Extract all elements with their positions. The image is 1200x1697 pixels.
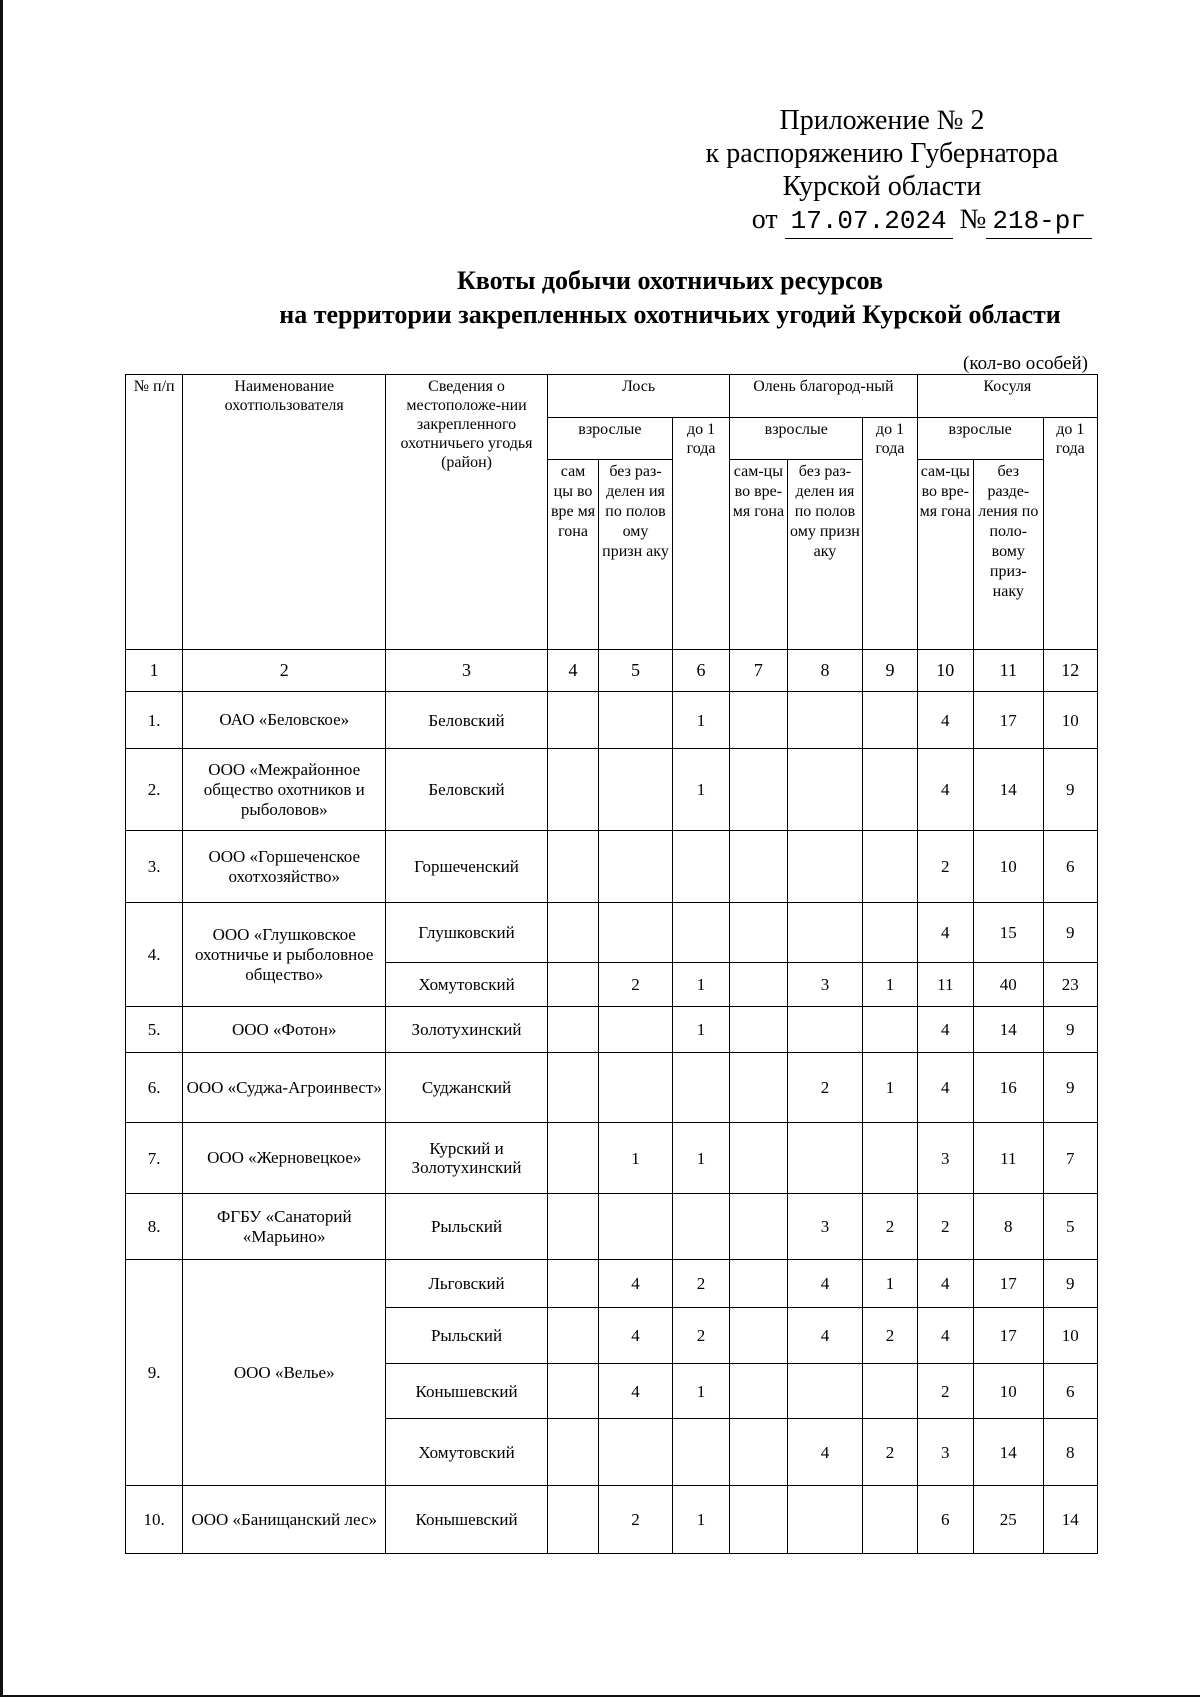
cell: 2 — [599, 1486, 673, 1554]
row-location: Курский и Золотухинский — [386, 1123, 548, 1194]
cell: 4 — [917, 1007, 973, 1053]
row-location: Конышевский — [386, 1486, 548, 1554]
row-num: 8. — [126, 1194, 183, 1260]
col-number: 2 — [183, 650, 386, 692]
col-number: 4 — [547, 650, 598, 692]
cell — [730, 963, 787, 1007]
cell: 14 — [973, 1419, 1043, 1486]
col-number: 10 — [917, 650, 973, 692]
cell — [730, 692, 787, 749]
header-roe-males: сам-цы во вре-мя гона — [917, 460, 973, 650]
cell: 1 — [672, 1123, 729, 1194]
col-number: 7 — [730, 650, 787, 692]
row-name: ООО «Жерновецкое» — [183, 1123, 386, 1194]
cell — [863, 1123, 917, 1194]
table-row — [126, 1194, 1098, 1260]
table-row — [126, 903, 1098, 963]
cell: 14 — [1043, 1486, 1097, 1554]
appendix-line: Приложение № 2 — [779, 105, 985, 136]
table-row — [126, 1486, 1098, 1554]
number-label: № — [959, 204, 987, 235]
cell: 1 — [672, 692, 729, 749]
header-deer: Олень благород-ный — [730, 375, 917, 418]
cell — [547, 903, 598, 963]
table-row — [126, 749, 1098, 831]
cell — [599, 1007, 673, 1053]
row-num: 1. — [126, 692, 183, 749]
cell: 4 — [917, 749, 973, 831]
header-deer-adults: взрослые — [730, 418, 863, 460]
header-roe: Косуля — [917, 375, 1097, 418]
cell — [599, 692, 673, 749]
document-title — [120, 264, 1200, 332]
cell — [599, 1419, 673, 1486]
cell: 4 — [917, 1308, 973, 1364]
cell — [547, 831, 598, 903]
cell — [547, 1053, 598, 1123]
cell — [863, 1486, 917, 1554]
cell: 4 — [917, 1053, 973, 1123]
cell — [547, 749, 598, 831]
cell: 3 — [787, 963, 863, 1007]
cell: 1 — [672, 1007, 729, 1053]
cell: 9 — [1043, 1260, 1097, 1308]
cell: 2 — [863, 1419, 917, 1486]
cell — [547, 963, 598, 1007]
cell — [730, 1053, 787, 1123]
header-roe-under1: до 1 года — [1043, 418, 1097, 650]
cell — [672, 1419, 729, 1486]
row-num: 6. — [126, 1053, 183, 1123]
table-row — [126, 1053, 1098, 1123]
row-name: ООО «Глушковское охотничье и рыболовное общество» — [183, 903, 386, 1007]
cell: 14 — [973, 1007, 1043, 1053]
cell — [730, 1123, 787, 1194]
cell: 9 — [1043, 903, 1097, 963]
cell: 14 — [973, 749, 1043, 831]
cell: 10 — [973, 831, 1043, 903]
col-number: 9 — [863, 650, 917, 692]
cell: 8 — [1043, 1419, 1097, 1486]
row-num: 10. — [126, 1486, 183, 1554]
cell: 1 — [863, 963, 917, 1007]
row-location: Беловский — [386, 692, 548, 749]
cell — [547, 1123, 598, 1194]
cell: 2 — [672, 1260, 729, 1308]
title-line-2: на территории закрепленных охотничьих угодий Курской области — [279, 300, 1061, 329]
cell — [547, 1007, 598, 1053]
cell — [547, 1364, 598, 1419]
cell: 25 — [973, 1486, 1043, 1554]
cell — [863, 831, 917, 903]
cell — [547, 1486, 598, 1554]
cell — [787, 749, 863, 831]
cell: 1 — [672, 1486, 729, 1554]
cell — [863, 692, 917, 749]
row-location: Суджанский — [386, 1053, 548, 1123]
cell — [599, 1194, 673, 1260]
cell: 1 — [672, 749, 729, 831]
row-name: ОАО «Беловское» — [183, 692, 386, 749]
row-location: Золотухинский — [386, 1007, 548, 1053]
cell: 3 — [917, 1123, 973, 1194]
row-location: Льговский — [386, 1260, 548, 1308]
cell: 17 — [973, 1260, 1043, 1308]
date-line — [672, 203, 1092, 239]
cell — [672, 1053, 729, 1123]
cell — [547, 1260, 598, 1308]
cell — [787, 692, 863, 749]
cell — [547, 692, 598, 749]
row-location: Горшеченский — [386, 831, 548, 903]
appendix-stamp — [672, 104, 1092, 239]
col-number: 5 — [599, 650, 673, 692]
cell: 4 — [599, 1364, 673, 1419]
cell — [787, 831, 863, 903]
table-row — [126, 1007, 1098, 1053]
cell: 17 — [973, 1308, 1043, 1364]
cell — [730, 749, 787, 831]
cell: 40 — [973, 963, 1043, 1007]
cell — [730, 831, 787, 903]
cell: 2 — [672, 1308, 729, 1364]
row-name: ООО «Банищанский лес» — [183, 1486, 386, 1554]
cell — [787, 1364, 863, 1419]
cell — [863, 1007, 917, 1053]
row-num: 4. — [126, 903, 183, 1007]
row-location: Беловский — [386, 749, 548, 831]
row-num: 2. — [126, 749, 183, 831]
row-name: ООО «Велье» — [183, 1260, 386, 1486]
cell — [730, 1486, 787, 1554]
row-name: ООО «Горшеченское охотхозяйство» — [183, 831, 386, 903]
region-line: Курской области — [782, 171, 982, 202]
cell — [730, 1007, 787, 1053]
cell — [599, 903, 673, 963]
row-name: ФГБУ «Санаторий «Марьино» — [183, 1194, 386, 1260]
column-number-row — [126, 650, 1098, 692]
header-deer-nosex: без раз-делен ия по полов ому призн аку — [787, 460, 863, 650]
decree-line: к распоряжению Губернатора — [705, 138, 1059, 169]
cell: 10 — [1043, 1308, 1097, 1364]
cell: 4 — [599, 1308, 673, 1364]
header-location: Сведения о местоположе-нии закрепленного охотничьего угодья (район) — [386, 375, 548, 650]
header-moose-males: сам цы во вре мя гона — [547, 460, 598, 650]
cell — [599, 749, 673, 831]
decree-number: 218-рг — [986, 205, 1092, 239]
col-number: 1 — [126, 650, 183, 692]
cell — [599, 831, 673, 903]
cell — [730, 1308, 787, 1364]
page-edge-left — [0, 0, 3, 1697]
table-row — [126, 692, 1098, 749]
cell: 7 — [1043, 1123, 1097, 1194]
cell — [863, 749, 917, 831]
cell: 15 — [973, 903, 1043, 963]
cell — [863, 903, 917, 963]
cell — [547, 1194, 598, 1260]
row-location: Хомутовский — [386, 963, 548, 1007]
decree-date: 17.07.2024 — [785, 205, 953, 239]
cell: 9 — [1043, 1007, 1097, 1053]
header-roe-nosex: без разде-ления по поло-вому приз-наку — [973, 460, 1043, 650]
header-deer-under1: до 1 года — [863, 418, 917, 650]
row-num: 9. — [126, 1260, 183, 1486]
cell: 2 — [917, 1364, 973, 1419]
cell: 1 — [599, 1123, 673, 1194]
header-moose: Лось — [547, 375, 729, 418]
cell: 2 — [917, 831, 973, 903]
header-moose-adults: взрослые — [547, 418, 672, 460]
cell: 10 — [973, 1364, 1043, 1419]
header-moose-under1: до 1 года — [672, 418, 729, 650]
cell — [787, 903, 863, 963]
cell: 6 — [1043, 831, 1097, 903]
row-location: Конышевский — [386, 1364, 548, 1419]
cell — [547, 1419, 598, 1486]
cell: 2 — [863, 1308, 917, 1364]
cell: 1 — [863, 1260, 917, 1308]
cell — [672, 1194, 729, 1260]
unit-note: (кол-во особей) — [963, 353, 1088, 374]
header-name: Наименование охотпользователя — [183, 375, 386, 650]
row-name: ООО «Межрайонное общество охотников и рыболовов» — [183, 749, 386, 831]
row-location: Глушковский — [386, 903, 548, 963]
col-number: 12 — [1043, 650, 1097, 692]
cell — [787, 1123, 863, 1194]
quota-table — [125, 374, 1098, 1554]
cell: 1 — [672, 1364, 729, 1419]
cell: 2 — [599, 963, 673, 1007]
header-num: № п/п — [126, 375, 183, 650]
cell: 11 — [917, 963, 973, 1007]
cell: 3 — [787, 1194, 863, 1260]
cell — [599, 1053, 673, 1123]
row-num: 5. — [126, 1007, 183, 1053]
cell: 4 — [599, 1260, 673, 1308]
col-number: 8 — [787, 650, 863, 692]
title-line-1: Квоты добычи охотничьих ресурсов — [456, 266, 884, 295]
row-name: ООО «Фотон» — [183, 1007, 386, 1053]
header-moose-nosex: без раз-делен ия по полов ому призн аку — [599, 460, 673, 650]
cell: 6 — [1043, 1364, 1097, 1419]
cell — [730, 1260, 787, 1308]
cell: 4 — [917, 1260, 973, 1308]
row-num: 3. — [126, 831, 183, 903]
cell — [730, 1194, 787, 1260]
cell: 2 — [787, 1053, 863, 1123]
cell — [730, 1419, 787, 1486]
cell — [672, 903, 729, 963]
cell: 11 — [973, 1123, 1043, 1194]
cell — [730, 903, 787, 963]
header-deer-males: сам-цы во вре-мя гона — [730, 460, 787, 650]
cell: 6 — [917, 1486, 973, 1554]
cell: 23 — [1043, 963, 1097, 1007]
row-num: 7. — [126, 1123, 183, 1194]
cell: 17 — [973, 692, 1043, 749]
header-roe-adults: взрослые — [917, 418, 1043, 460]
cell: 4 — [787, 1419, 863, 1486]
cell: 16 — [973, 1053, 1043, 1123]
col-number: 3 — [386, 650, 548, 692]
row-location: Рыльский — [386, 1194, 548, 1260]
cell: 1 — [863, 1053, 917, 1123]
cell: 4 — [917, 692, 973, 749]
cell: 4 — [787, 1308, 863, 1364]
cell: 8 — [973, 1194, 1043, 1260]
row-location: Рыльский — [386, 1308, 548, 1364]
cell: 1 — [672, 963, 729, 1007]
cell: 9 — [1043, 749, 1097, 831]
table-row — [126, 831, 1098, 903]
cell — [787, 1007, 863, 1053]
table-row — [126, 1123, 1098, 1194]
cell: 4 — [917, 903, 973, 963]
cell: 10 — [1043, 692, 1097, 749]
row-name: ООО «Суджа-Агроинвест» — [183, 1053, 386, 1123]
cell — [672, 831, 729, 903]
col-number: 6 — [672, 650, 729, 692]
cell: 2 — [863, 1194, 917, 1260]
cell: 2 — [917, 1194, 973, 1260]
col-number: 11 — [973, 650, 1043, 692]
table-row — [126, 1260, 1098, 1308]
cell: 4 — [787, 1260, 863, 1308]
cell — [730, 1364, 787, 1419]
cell — [787, 1486, 863, 1554]
cell: 9 — [1043, 1053, 1097, 1123]
cell: 3 — [917, 1419, 973, 1486]
cell — [547, 1308, 598, 1364]
from-label: от — [751, 204, 778, 235]
row-location: Хомутовский — [386, 1419, 548, 1486]
cell — [863, 1364, 917, 1419]
cell: 5 — [1043, 1194, 1097, 1260]
